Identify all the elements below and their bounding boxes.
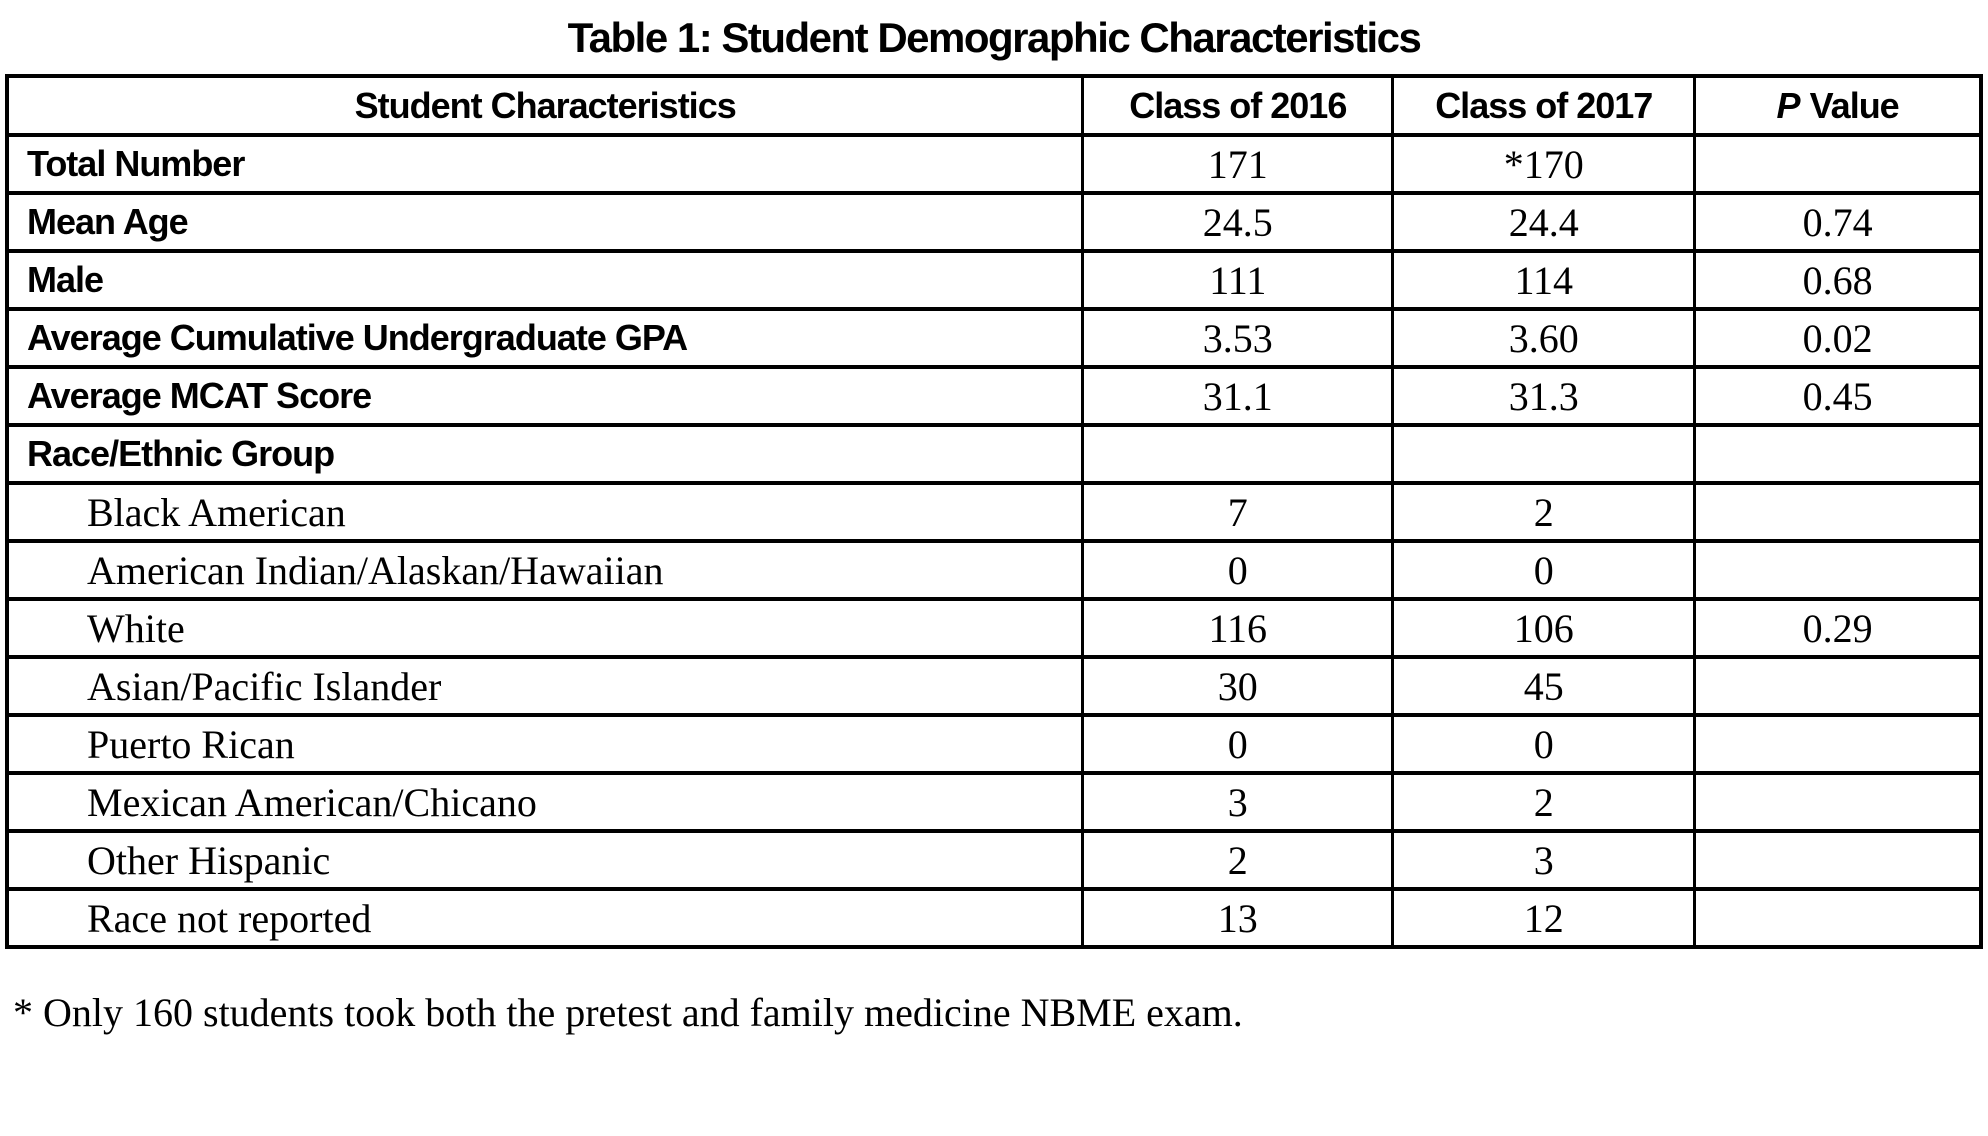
header-student-characteristics: Student Characteristics [7, 76, 1083, 135]
cell-class-2017: 45 [1393, 657, 1695, 715]
cell-class-2017 [1393, 425, 1695, 483]
cell-class-2016: 116 [1083, 599, 1393, 657]
header-row [7, 76, 1981, 135]
cell-class-2016: 24.5 [1083, 193, 1393, 251]
table-row [7, 599, 1981, 657]
row-label: Mexican American/Chicano [7, 773, 1083, 831]
cell-class-2017: *170 [1393, 135, 1695, 193]
cell-class-2017: 3 [1393, 831, 1695, 889]
cell-p-value: 0.74 [1695, 193, 1981, 251]
cell-class-2017: 2 [1393, 773, 1695, 831]
cell-p-value [1695, 135, 1981, 193]
table-row [7, 483, 1981, 541]
cell-class-2017: 0 [1393, 541, 1695, 599]
cell-class-2017: 114 [1393, 251, 1695, 309]
table-row [7, 773, 1981, 831]
row-label: American Indian/Alaskan/Hawaiian [7, 541, 1083, 599]
table-row [7, 715, 1981, 773]
cell-class-2017: 3.60 [1393, 309, 1695, 367]
cell-class-2016: 7 [1083, 483, 1393, 541]
table-header [7, 76, 1981, 135]
table-row [7, 889, 1981, 947]
cell-class-2016: 0 [1083, 715, 1393, 773]
row-label: Average Cumulative Undergraduate GPA [7, 309, 1083, 367]
cell-class-2016: 31.1 [1083, 367, 1393, 425]
table-title: Table 1: Student Demographic Characteristics [567, 14, 1421, 61]
cell-p-value [1695, 657, 1981, 715]
cell-p-value: 0.68 [1695, 251, 1981, 309]
row-label: Average MCAT Score [7, 367, 1083, 425]
cell-class-2016 [1083, 425, 1393, 483]
header-class-of-2017: Class of 2017 [1393, 76, 1695, 135]
table-row [7, 135, 1981, 193]
cell-class-2016: 3 [1083, 773, 1393, 831]
cell-class-2016: 111 [1083, 251, 1393, 309]
row-label: Mean Age [7, 193, 1083, 251]
table-body [7, 135, 1981, 947]
cell-p-value: 0.02 [1695, 309, 1981, 367]
table-row [7, 425, 1981, 483]
cell-class-2016: 171 [1083, 135, 1393, 193]
cell-class-2017: 12 [1393, 889, 1695, 947]
cell-p-value [1695, 773, 1981, 831]
row-label: Black American [7, 483, 1083, 541]
p-value-italic-p: P [1776, 84, 1800, 126]
cell-p-value [1695, 889, 1981, 947]
cell-class-2017: 2 [1393, 483, 1695, 541]
cell-p-value: 0.45 [1695, 367, 1981, 425]
row-label: Total Number [7, 135, 1083, 193]
table-row [7, 657, 1981, 715]
cell-p-value [1695, 541, 1981, 599]
header-class-of-2016: Class of 2016 [1083, 76, 1393, 135]
cell-class-2017: 106 [1393, 599, 1695, 657]
demographics-table [5, 74, 1983, 949]
cell-p-value [1695, 715, 1981, 773]
row-label: Asian/Pacific Islander [7, 657, 1083, 715]
table-row [7, 367, 1981, 425]
cell-p-value: 0.29 [1695, 599, 1981, 657]
row-label: Male [7, 251, 1083, 309]
row-label: Race not reported [7, 889, 1083, 947]
cell-class-2017: 31.3 [1393, 367, 1695, 425]
row-label: White [7, 599, 1083, 657]
cell-class-2016: 0 [1083, 541, 1393, 599]
cell-p-value [1695, 483, 1981, 541]
row-label: Puerto Rican [7, 715, 1083, 773]
table-row [7, 193, 1981, 251]
cell-class-2017: 0 [1393, 715, 1695, 773]
footnote: * Only 160 students took both the pretest and family medicine NBME exam. [13, 990, 1243, 1035]
cell-class-2016: 2 [1083, 831, 1393, 889]
cell-class-2016: 3.53 [1083, 309, 1393, 367]
cell-p-value [1695, 831, 1981, 889]
cell-class-2016: 30 [1083, 657, 1393, 715]
p-value-rest: Value [1809, 84, 1899, 126]
cell-p-value [1695, 425, 1981, 483]
table-row [7, 541, 1981, 599]
table-row [7, 251, 1981, 309]
row-label: Other Hispanic [7, 831, 1083, 889]
cell-class-2017: 24.4 [1393, 193, 1695, 251]
row-label: Race/Ethnic Group [7, 425, 1083, 483]
table-row [7, 831, 1981, 889]
cell-class-2016: 13 [1083, 889, 1393, 947]
table-row [7, 309, 1981, 367]
header-p-value [1695, 76, 1981, 135]
